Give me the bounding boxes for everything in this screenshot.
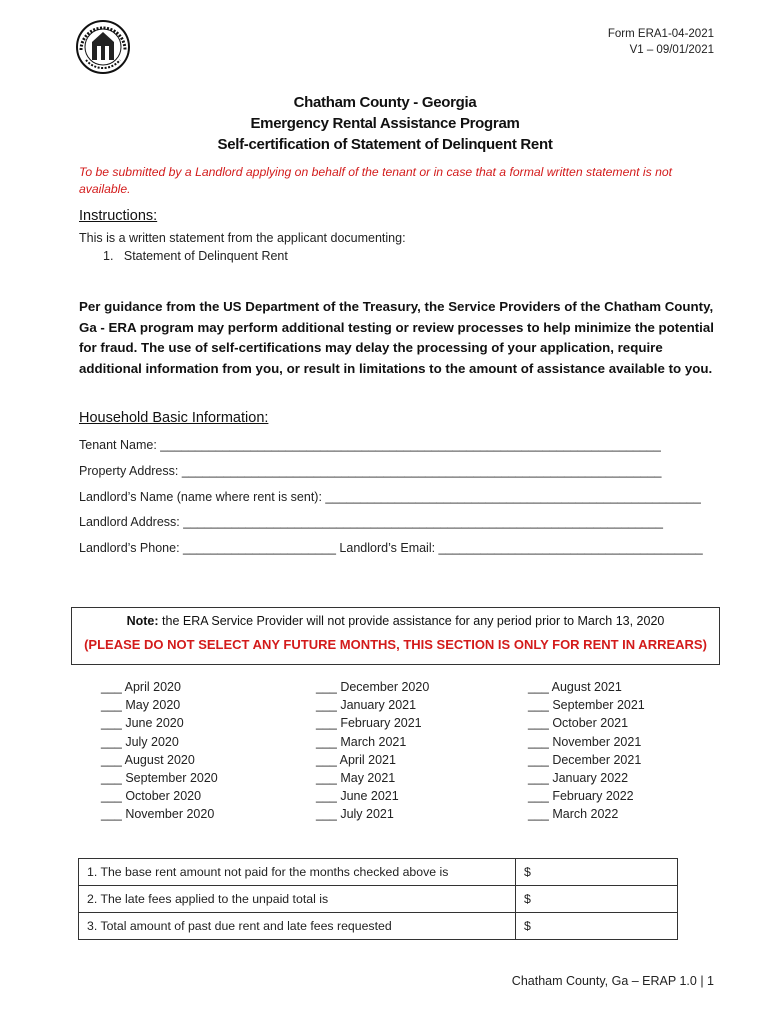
- month-checkbox[interactable]: ___ August 2020: [101, 752, 195, 767]
- month-checkbox[interactable]: ___ November 2020: [101, 807, 215, 822]
- amounts-table: [78, 858, 678, 940]
- month-checkbox[interactable]: ___ October 2020: [101, 789, 202, 804]
- form-number: Form ERA1-04-2021: [607, 28, 714, 40]
- treasury-guidance: Per guidance from the US Department of the Treasury, the Service Providers of the Chatham County, Ga - ERA program may perform additional testing or review processes to help minimize the potential for fraud. The use of self-certifications may delay the processing of your application, require additional information from you, or result in limitations to the amount of assistance available to you.: [79, 299, 714, 376]
- month-checkbox[interactable]: ___ February 2022: [528, 789, 634, 804]
- month-checkbox[interactable]: ___ January 2022: [528, 771, 629, 786]
- instructions-heading: Instructions:: [79, 208, 158, 224]
- month-checkbox[interactable]: ___ June 2020: [101, 716, 184, 731]
- amount-input[interactable]: $: [516, 859, 678, 886]
- form-identifier: [608, 26, 714, 58]
- document-title: [0, 92, 770, 155]
- month-checkbox[interactable]: ___ September 2021: [528, 698, 645, 713]
- month-checkbox[interactable]: ___ December 2021: [528, 752, 642, 767]
- note-body: the ERA Service Provider will not provide assistance for any period prior to March 13, 2020: [158, 614, 665, 628]
- month-checkbox[interactable]: ___ March 2022: [528, 807, 619, 822]
- landlord-name-field[interactable]: Landlord’s Name (name where rent is sent): ______________________________________________________: [79, 490, 701, 504]
- title-line-1: Chatham County - Georgia: [293, 94, 477, 111]
- month-checkbox[interactable]: ___ August 2021: [528, 680, 622, 694]
- month-checkbox[interactable]: ___ December 2020: [316, 680, 430, 694]
- table-row: [79, 859, 678, 886]
- month-checkbox[interactable]: ___ April 2020: [101, 680, 181, 694]
- note-text: [72, 612, 719, 630]
- month-checkbox[interactable]: ___ June 2021: [316, 789, 399, 804]
- property-address-field[interactable]: Property Address: _____________________________________________________________________: [79, 464, 662, 478]
- note-label: Note:: [126, 614, 159, 628]
- month-checkbox[interactable]: ___ October 2021: [528, 716, 629, 731]
- title-line-3: Self-certification of Statement of Delinquent Rent: [217, 136, 553, 153]
- form-version: V1 – 09/01/2021: [629, 44, 714, 56]
- months-column-2: [316, 678, 429, 824]
- page-footer: Chatham County, Ga – ERAP 1.0 | 1: [511, 974, 714, 988]
- instructions-item-text: Statement of Delinquent Rent: [123, 249, 288, 263]
- amount-input[interactable]: $: [516, 913, 678, 940]
- county-seal-logo: [76, 20, 130, 74]
- month-checkbox[interactable]: ___ March 2021: [316, 734, 407, 749]
- month-checkbox[interactable]: ___ July 2021: [316, 807, 394, 822]
- instructions-item: [103, 247, 288, 265]
- title-line-2: Emergency Rental Assistance Program: [250, 115, 520, 132]
- months-column-3: [528, 678, 645, 824]
- tenant-name-field[interactable]: Tenant Name: ________________________________________________________________________: [79, 438, 661, 452]
- table-row: [79, 913, 678, 940]
- month-checkbox[interactable]: ___ September 2020: [101, 771, 218, 786]
- month-checkbox[interactable]: ___ January 2021: [316, 698, 417, 713]
- month-checkbox[interactable]: ___ May 2021: [316, 771, 396, 786]
- household-heading: Household Basic Information:: [79, 410, 269, 426]
- month-checkbox[interactable]: ___ February 2021: [316, 716, 422, 731]
- month-checkbox[interactable]: ___ July 2020: [101, 734, 179, 749]
- month-checkbox[interactable]: ___ April 2021: [316, 752, 396, 767]
- amount-input[interactable]: $: [516, 886, 678, 913]
- amount-label: 2. The late fees applied to the unpaid total is: [79, 886, 516, 913]
- months-column-1: [101, 678, 218, 824]
- month-checkbox[interactable]: ___ May 2020: [101, 698, 181, 713]
- amount-label: 3. Total amount of past due rent and late fees requested: [79, 913, 516, 940]
- landlord-contact-field[interactable]: Landlord’s Phone: ______________________ Landlord’s Email: ______________________________________: [79, 541, 703, 555]
- instructions-item-number: 1.: [103, 249, 114, 263]
- future-months-warning: (PLEASE DO NOT SELECT ANY FUTURE MONTHS, THIS SECTION IS ONLY FOR RENT IN ARREARS): [84, 637, 707, 652]
- landlord-address-field[interactable]: Landlord Address: _____________________________________________________________________: [79, 515, 663, 529]
- submission-note: To be submitted by a Landlord applying on behalf of the tenant or in case that a formal written statement is not available.: [79, 165, 673, 196]
- month-checkbox[interactable]: ___ November 2021: [528, 734, 642, 749]
- amount-label: 1. The base rent amount not paid for the months checked above is: [79, 859, 516, 886]
- arrears-note-box: [71, 607, 720, 665]
- table-row: [79, 886, 678, 913]
- instructions-intro: This is a written statement from the applicant documenting:: [79, 231, 406, 245]
